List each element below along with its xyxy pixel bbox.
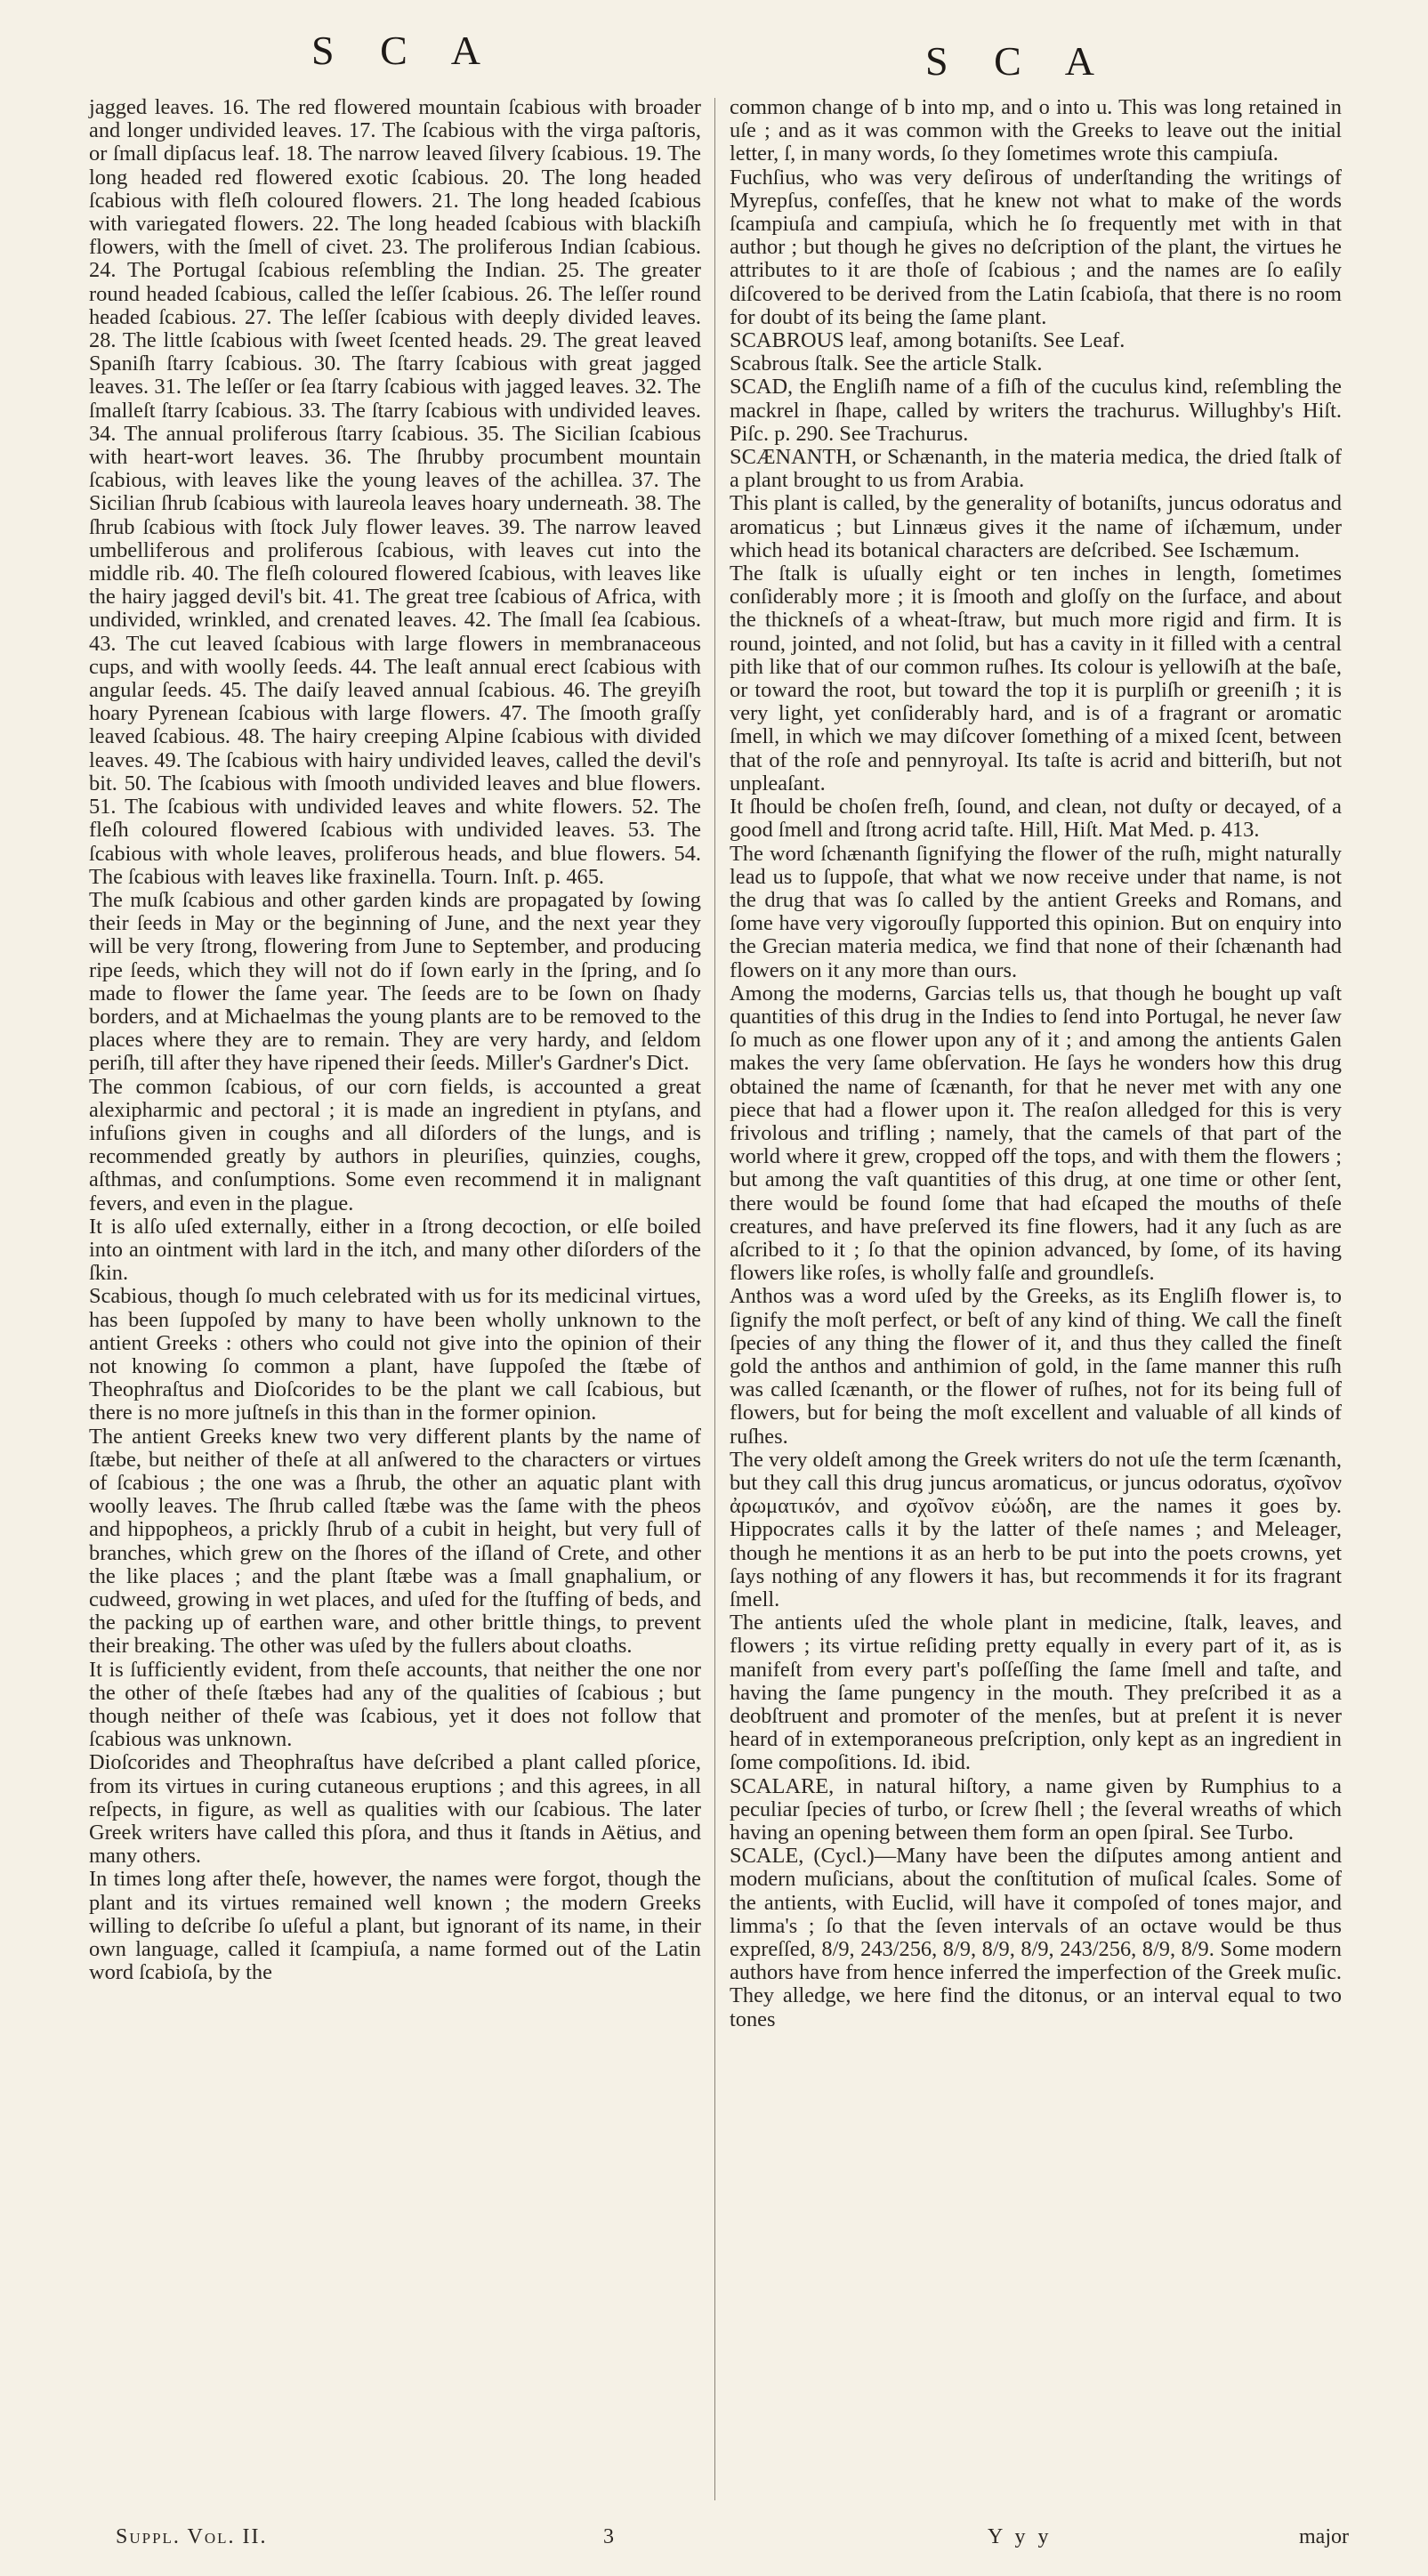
paragraph: The word ſchænanth ſignifying the flower of the ruſh, might naturally lead us to ſuppoſe, that what we now receive under that name, is not the drug that was ſo called by the antient Greeks and Romans, and ſome have very vigorouſly ſupported this opinion. But on enquiry into the Grecian materia medica, we find that none of their ſchænanth had flowers on it any more than ours.	[730, 841, 1342, 982]
paragraph: Scabious, though ſo much celebrated with us for its medicinal virtues, has been ſuppoſed by many to have been wholly unknown to the antient Greeks : others who could not give into the opinion of their not knowing ſo common a plant, have ſuppoſed the ſtæbe of Theophraſtus and Dioſcorides to be the plant we call ſcabious, but there is no more juſtneſs in this than in the former opinion.	[89, 1284, 701, 1425]
paragraph: It is alſo uſed externally, either in a ſtrong decoction, or elſe boiled into an ointment with lard in the itch, and many other diſorders of the ſkin.	[89, 1214, 701, 1286]
entry-scabrous-stalk: Scabrous ſtalk. See the article Stalk.	[730, 351, 1043, 376]
right-column	[730, 96, 1342, 2031]
entry-scad: SCAD, the Engliſh name of a fiſh of the cuculus kind, reſembling the mackrel in ſhape, called by writers the trachurus. Willughby's Hiſt. Piſc. p. 290. See Trachurus.	[730, 375, 1342, 446]
footer-signature: Y y y	[988, 2525, 1053, 2548]
footer-catchword: major	[1299, 2525, 1349, 2548]
entry-scalare: SCALARE, in natural hiſtory, a name given by Rumphius to a peculiar ſpecies of turbo, or ſcrew ſhell ; the ſeveral wreaths of which having an opening between them form an open ſpiral. See Turbo.	[730, 1773, 1342, 1845]
paragraph: The antient Greeks knew two very different plants by the name of ſtæbe, but neither of theſe at all anſwered to the characters or virtues of ſcabious ; the one was a ſhrub, the other an aquatic plant with woolly leaves. The ſhrub called ſtæbe was the ſame with the pheos and hippopheos, a prickly ſhrub of a cubit in height, but very full of branches, which grew on the ſhores of the iſland of Crete, and other the like places ; and the plant ſtæbe was a ſmall gnaphalium, or cudweed, growing in wet places, and uſed for the ſtuffing of beds, and the packing up of earthen ware, and other brittle things, to prevent their breaking. The other was uſed by the fullers about cloaths.	[89, 1424, 701, 1659]
paragraph: common change of b into mp, and o into u. This was long retained in uſe ; and as it was common with the Greeks to leave out the initial letter, ſ, in many words, ſo they ſometimes wrote this campiuſa.	[730, 95, 1342, 166]
left-column	[89, 96, 701, 1984]
paragraph: Fuchſius, who was very deſirous of underſtanding the writings of Myrepſus, confeſſes, that he knew not what to make of the words ſcampiuſa and campiuſa, which he ſo frequently met with in that author ; but though he gives no deſcription of the plant, the virtues he attributes to it are thoſe of ſcabious ; and the names are ſo eaſily diſcovered to be derived from the Latin ſcabioſa, that there is no room for doubt of its being the ſame plant.	[730, 165, 1342, 329]
paragraph: Among the moderns, Garcias tells us, that though he bought up vaſt quantities of this drug in the Indies to ſend into Portugal, he never ſaw ſo much as one flower upon any of it ; and among the antients Galen makes the very ſame obſervation. He ſays he wonders how this drug obtained the name of ſcænanth, for that he never met with any one piece that had a flower upon it. The reaſon alledged for this is very frivolous and trifling ; namely, that the camels of that part of the world where it grew, cropped off the tops, and with them the flowers ; but among the vaſt quantities of this drug, at one time or other ſent, there would be found ſome that had eſcaped the mouths of theſe creatures, and have preſerved its fine flowers, had it any ſuch as are aſcribed to it ; ſo that the opinion advanced, by ſome, of its having flowers like roſes, is wholly falſe and groundleſs.	[730, 981, 1342, 1286]
paragraph: This plant is called, by the generality of botaniſts, juncus odoratus and aromaticus ; but Linnæus gives it the name of iſchæmum, under which head its botanical characters are deſcribed. See Ischæmum.	[730, 491, 1342, 562]
entry-scabrous-leaf: SCABROUS leaf, among botaniſts. See Leaf.	[730, 328, 1125, 353]
paragraph: jagged leaves. 16. The red flowered mountain ſcabious with broader and longer undivided leaves. 17. The ſcabious with the virga paſtoris, or ſmall dipſacus leaf. 18. The narrow leaved ſilvery ſcabious. 19. The long headed red flowered exotic ſcabious. 20. The long headed ſcabious with fleſh coloured flowers. 21. The long headed ſcabious with variegated flowers. 22. The long headed ſcabious with blackiſh flowers, with the ſmell of civet. 23. The proliferous Indian ſcabious. 24. The Portugal ſcabious reſembling the Indian. 25. The greater round headed ſcabious, called the leſſer ſcabious. 26. The leſſer round headed ſcabious. 27. The leſſer ſcabious with deeply divided leaves. 28. The little ſcabious with ſweet ſcented heads. 29. The great leaved Spaniſh ſtarry ſcabious. 30. The ſtarry ſcabious with great jagged leaves. 31. The leſſer or ſea ſtarry ſcabious with jagged leaves. 32. The ſmalleſt ſtarry ſcabious. 33. The ſtarry ſcabious with undivided leaves. 34. The annual proliferous ſtarry ſcabious. 35. The Sicilian ſcabious with heart-wort leaves. 36. The ſhrubby procumbent mountain ſcabious, with leaves like the young leaves of the achillea. 37. The Sicilian ſhrub ſcabious with laureola leaves hoary underneath. 38. The ſhrub ſcabious with ſtock July flower leaves. 39. The narrow leaved umbelliferous and proliferous ſcabious, with leaves cut into the middle rib. 40. The fleſh coloured flowered ſcabious, with leaves like the hairy jagged devil's bit. 41. The great tree ſcabious of Africa, with undivided, wrinkled, and crenated leaves. 42. The ſmall ſea ſcabious. 43. The cut leaved ſcabious with large flowers in membranaceous cups, and with woolly ſeeds. 44. The leaſt annual erect ſcabious with angular ſeeds. 45. The daiſy leaved annual ſcabious. 46. The greyiſh hoary Pyrenean ſcabious with large flowers. 47. The ſmooth graſſy leaved ſcabious. 48. The hairy creeping Alpine ſcabious with divided leaves. 49. The ſcabious with hairy undivided leaves, called the devil's bit. 50. The ſcabious with ſmooth undivided leaves and blue flowers. 51. The ſcabious with undivided leaves and white flowers. 52. The fleſh coloured flowered ſcabious with undivided leaves. 53. The ſcabious with whole leaves, proliferous heads, and blue flowers. 54. The ſcabious with leaves like fraxinella. Tourn. Inſt. p. 465.	[89, 95, 701, 889]
footer-page-number: 3	[603, 2525, 614, 2548]
paragraph: In times long after theſe, however, the names were forgot, though the plant and its virtues remained well known ; the modern Greeks willing to deſcribe ſo uſeful a plant, but ignorant of its name, in their own language, called it ſcampiuſa, a name formed out of the Latin word ſcabioſa, by the	[89, 1867, 701, 1985]
entry-scaenanth: SCÆNANTH, or Schænanth, in the materia medica, the dried ſtalk of a plant brought to us from Arabia.	[730, 445, 1342, 493]
entry-scale: SCALE, (Cycl.)—Many have been the diſputes among antient and modern muſicians, about the conſtitution of muſical ſcales. Some of the antients, with Euclid, will have it compoſed of tones major, and limma's ; ſo that the ſeven intervals of an octave would be thus expreſſed, 8/9, 243/256, 8/9, 8/9, 8/9, 243/256, 8/9, 8/9. Some modern authors have from hence inferred the imperfection of the Greek muſic. They alledge, we here find the ditonus, or an interval equal to two tones	[730, 1844, 1342, 2031]
paragraph: The common ſcabious, of our corn fields, is accounted a great alexipharmic and pectoral ; it is made an ingredient in ptyſans, and infuſions given in coughs and all diſorders of the lungs, and is recommended greatly by authors in pleuriſies, quinzies, coughs, aſthmas, and conſumptions. Some even recommend it in malignant fevers, and even in the plague.	[89, 1074, 701, 1215]
paragraph: The very oldeſt among the Greek writers do not uſe the term ſcænanth, but they call this drug juncus aromaticus, or juncus odoratus, σχοῖνον ἀρωματικόν, and σχοῖνον εὐώδη, are the names it goes by. Hippocrates calls it by the latter of theſe names ; and Meleager, though he mentions it as an herb to be put into the poets crowns, yet ſays nothing of any flowers it has, but recommends it for its fragrant ſmell.	[730, 1447, 1342, 1611]
running-head-left: S C A	[311, 28, 498, 73]
paragraph: The ſtalk is uſually eight or ten inches in length, ſometimes conſiderably more ; it is ſmooth and gloſſy on the ſurface, and about the thickneſs of a wheat-ſtraw, but much more rigid and firm. It is round, jointed, and not ſolid, but has a cavity in it filled with a central pith like that of our common ruſhes. Its colour is yellowiſh at the baſe, or toward the root, but toward the top it is purpliſh or greeniſh ; it is very light, yet conſiderably hard, and is of a fragrant or aromatic ſmell, in which we may diſcover ſomething of a mixed ſcent, between that of the roſe and pennyroyal. Its taſte is acrid and bitteriſh, but not unpleaſant.	[730, 561, 1342, 795]
paragraph: It is ſufficiently evident, from theſe accounts, that neither the one nor the other of theſe ſtæbes had any of the qualities of ſcabious ; but though neither of theſe was ſcabious, yet it does not follow that ſcabious was unknown.	[89, 1657, 701, 1752]
running-head-right: S C A	[925, 38, 1112, 84]
paragraph: Anthos was a word uſed by the Greeks, as its Engliſh flower is, to ſignify the moſt perfect, or beſt of any kind of thing. We call the fineſt ſpecies of any thing the flower of it, and thus they called the fineſt gold the anthos and anthimion of gold, in the ſame manner this ruſh was called ſcænanth, or the flower of ruſhes, not for its being full of flowers, but for being the moſt excellent and valuable of all kinds of ruſhes.	[730, 1284, 1342, 1449]
paragraph: It ſhould be choſen freſh, ſound, and clean, not duſty or decayed, of a good ſmell and ſtrong acrid taſte. Hill, Hiſt. Mat Med. p. 413.	[730, 795, 1342, 843]
column-divider	[714, 98, 715, 2500]
footer-volume: Suppl. Vol. II.	[116, 2525, 268, 2548]
paragraph: The muſk ſcabious and other garden kinds are propagated by ſowing their ſeeds in May or the beginning of June, and the next year they will be very ſtrong, flowering from June to September, and producing ripe ſeeds, which they will not do if ſown early in the ſpring, and ſo made to flower the ſame year. The ſeeds are to be ſown on ſhady borders, and at Michaelmas the young plants are to be removed to the places where they are to remain. They are very hardy, and ſeldom periſh, till after they have ripened their ſeeds. Miller's Gardner's Dict.	[89, 887, 701, 1076]
paragraph: Dioſcorides and Theophraſtus have deſcribed a plant called pſorice, from its virtues in curing cutaneous eruptions ; and this agrees, in all reſpects, in figure, as well as qualities with our ſcabious. The later Greek writers have called this pſora, and thus it ſtands in Aëtius, and many others.	[89, 1750, 701, 1869]
paragraph: The antients uſed the whole plant in medicine, ſtalk, leaves, and flowers ; its virtue reſiding pretty equally in every part of it, as is manifeſt from every part's poſſeſſing the ſame ſmell and taſte, and having the ſame pungency in the mouth. They preſcribed it as a deobſtruent and promoter of the menſes, but at preſent it is never heard of in extemporaneous preſcription, only kept as an ingredient in ſome compoſitions. Id. ibid.	[730, 1611, 1342, 1775]
